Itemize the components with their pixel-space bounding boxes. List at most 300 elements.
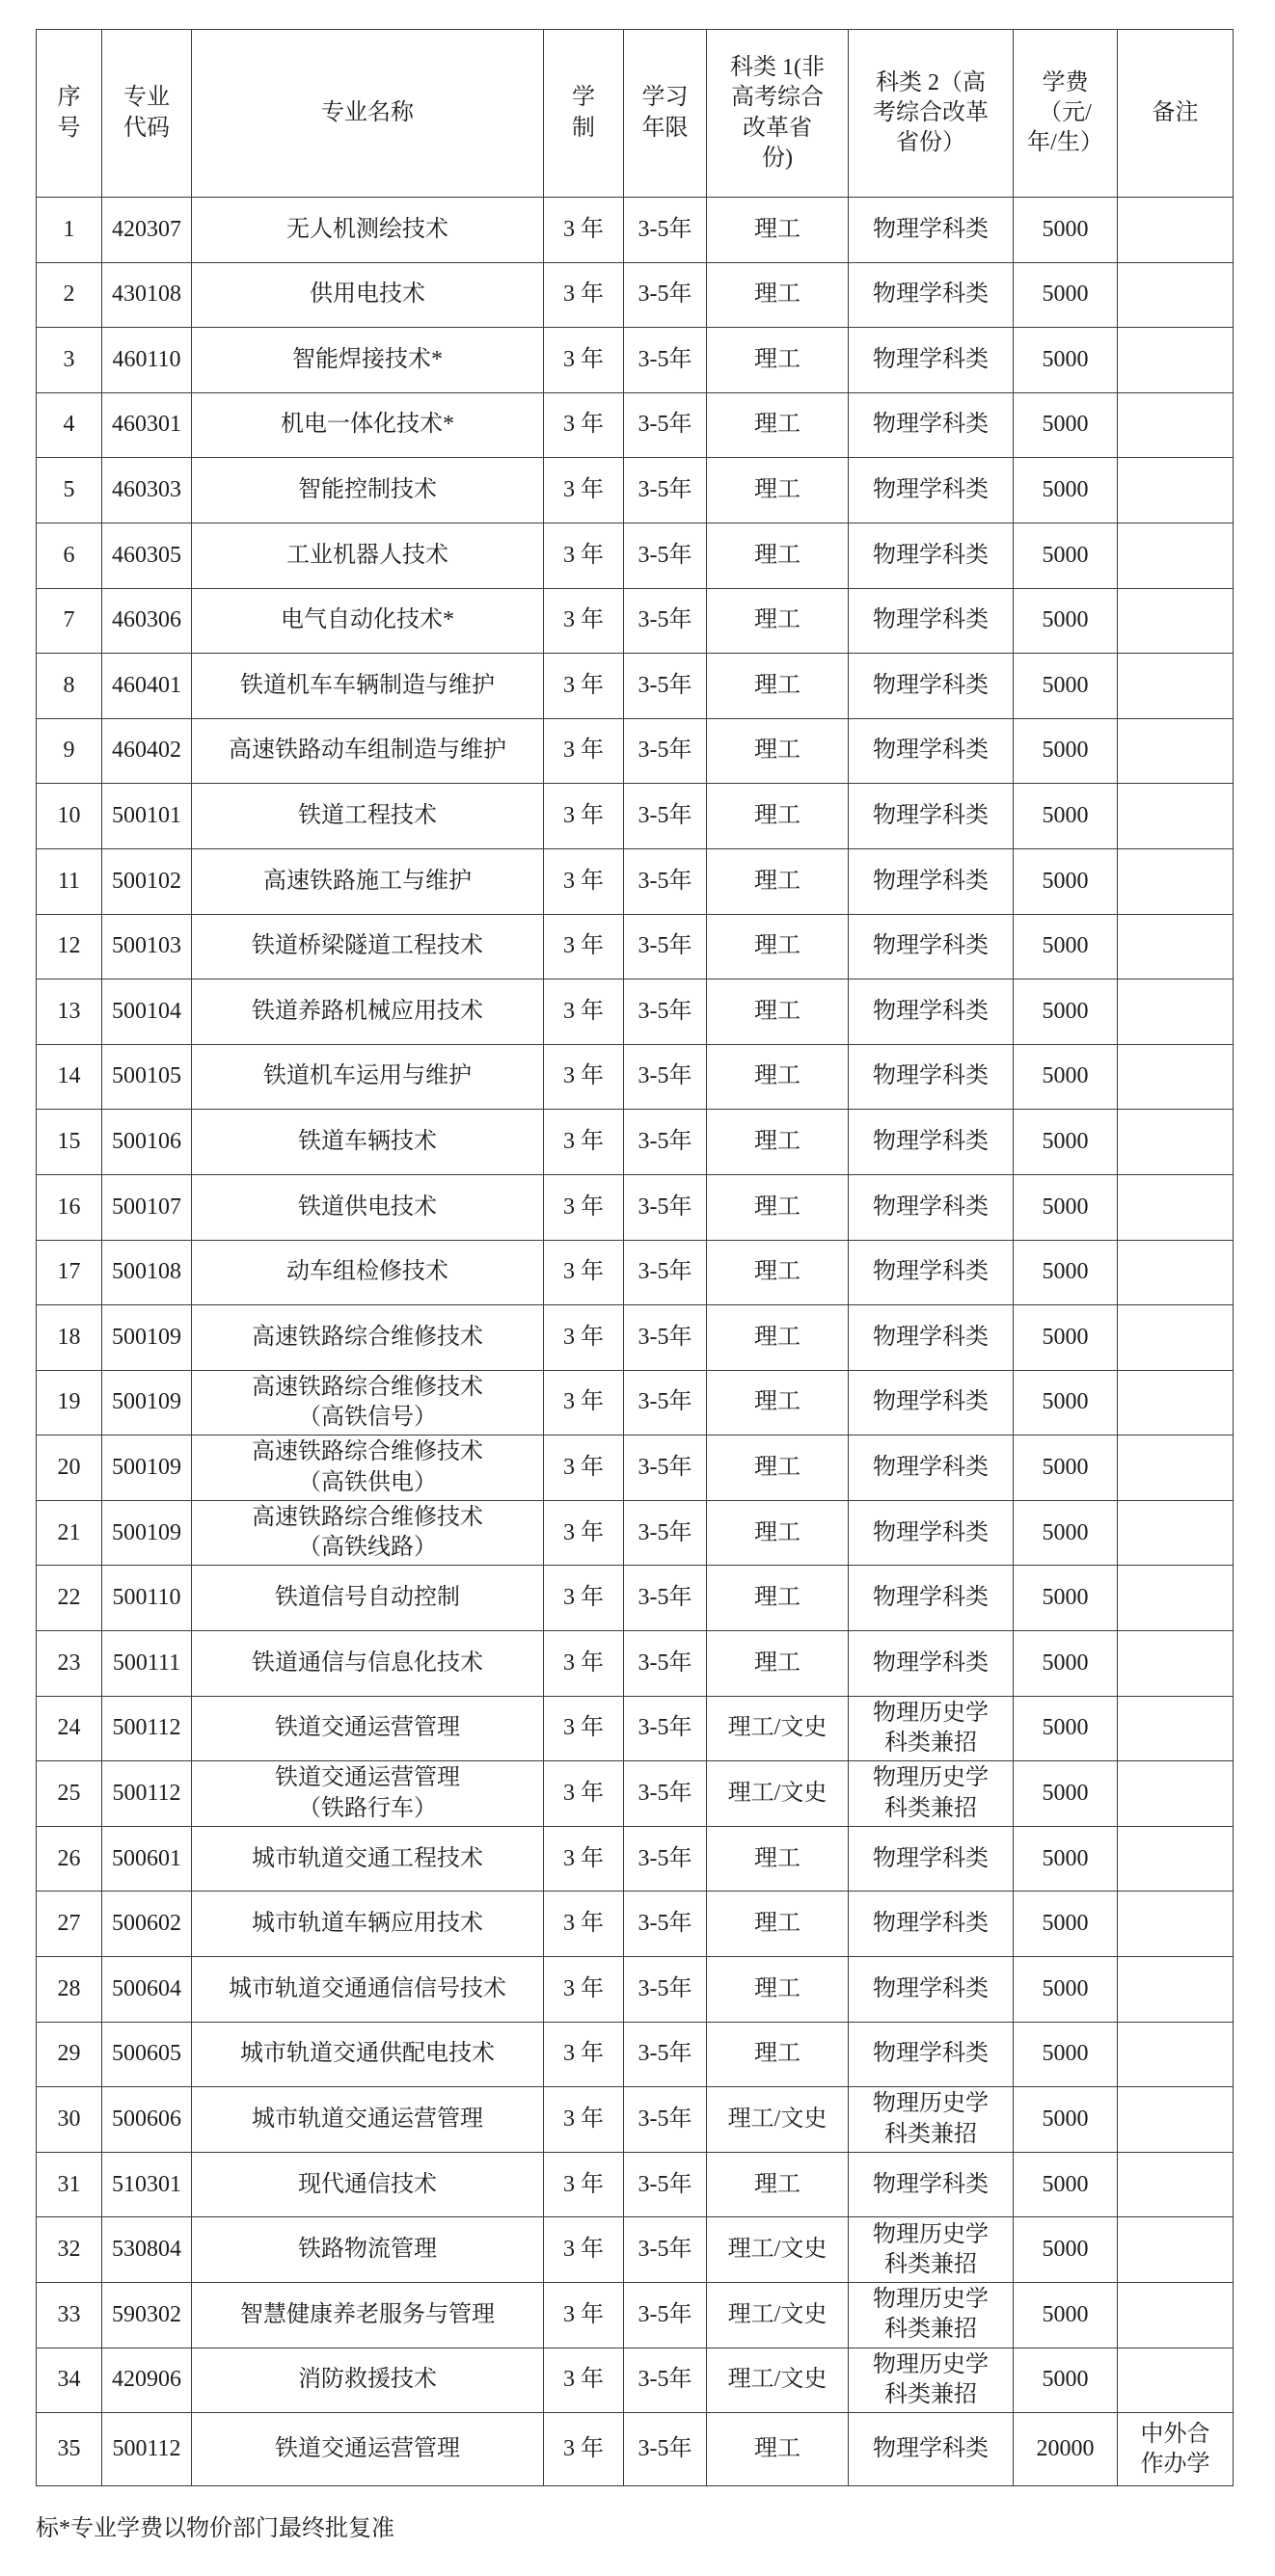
cell-remark bbox=[1118, 2022, 1234, 2087]
header-remark-label: 备注 bbox=[1152, 99, 1199, 125]
cell-category-2 bbox=[849, 1696, 1014, 1761]
cell-index bbox=[37, 262, 102, 328]
cell-study-years-text: 3-5年 bbox=[638, 1324, 692, 1350]
cell-category-1 bbox=[707, 1370, 849, 1436]
table-body bbox=[37, 198, 1234, 2486]
cell-category-1-text: 理工 bbox=[754, 1911, 800, 1937]
cell-tuition bbox=[1014, 1761, 1118, 1827]
cell-index bbox=[37, 2152, 102, 2217]
cell-category-1-text: 理工/文史 bbox=[727, 2301, 827, 2327]
cell-tuition-text: 5000 bbox=[1042, 803, 1089, 829]
cell-duration bbox=[544, 2348, 624, 2413]
cell-study-years bbox=[624, 392, 707, 458]
cell-category-2-text: 物理学科类 bbox=[873, 1845, 989, 1871]
cell-name-text: 城市轨道交通供配电技术 bbox=[240, 2041, 495, 2067]
cell-tuition bbox=[1014, 2283, 1118, 2348]
cell-remark bbox=[1118, 588, 1234, 654]
cell-code bbox=[102, 1305, 192, 1371]
cell-code-text: 500109 bbox=[112, 1519, 181, 1545]
table-row bbox=[37, 718, 1234, 784]
cell-code-text: 500103 bbox=[112, 933, 181, 959]
cell-study-years-text: 3-5年 bbox=[638, 2237, 692, 2263]
cell-category-1 bbox=[707, 1761, 849, 1827]
cell-remark bbox=[1118, 1892, 1234, 1957]
cell-category-2-text: 物理历史学科类兼招 bbox=[873, 2287, 989, 2343]
cell-category-1-text: 理工 bbox=[754, 346, 800, 372]
cell-code-text: 500606 bbox=[112, 2106, 181, 2132]
cell-tuition bbox=[1014, 1696, 1118, 1761]
cell-category-2-text: 物理历史学科类兼招 bbox=[873, 1700, 989, 1756]
cell-duration bbox=[544, 2283, 624, 2348]
cell-name bbox=[192, 328, 544, 393]
cell-category-1 bbox=[707, 979, 849, 1045]
cell-category-1 bbox=[707, 2087, 849, 2153]
cell-category-2 bbox=[849, 2022, 1014, 2087]
cell-duration-text: 3 年 bbox=[563, 1911, 604, 1937]
cell-remark bbox=[1118, 1436, 1234, 1501]
cell-category-1-text: 理工 bbox=[754, 2171, 800, 2197]
header-duration-label: 学制 bbox=[571, 85, 595, 141]
cell-tuition bbox=[1014, 1892, 1118, 1957]
cell-index-text: 26 bbox=[57, 1845, 81, 1871]
cell-category-2 bbox=[849, 2413, 1014, 2486]
cell-study-years-text: 3-5年 bbox=[638, 1845, 692, 1871]
cell-category-1 bbox=[707, 1631, 849, 1697]
cell-tuition-text: 5000 bbox=[1042, 607, 1089, 633]
cell-name-text: 电气自动化技术* bbox=[281, 607, 454, 633]
cell-remark bbox=[1118, 458, 1234, 523]
cell-index bbox=[37, 1110, 102, 1175]
cell-remark-text: 中外合作办学 bbox=[1140, 2421, 1210, 2477]
cell-study-years bbox=[624, 718, 707, 784]
table-row bbox=[37, 458, 1234, 523]
cell-name bbox=[192, 1110, 544, 1175]
cell-study-years bbox=[624, 262, 707, 328]
table-row bbox=[37, 2413, 1234, 2486]
cell-category-2 bbox=[849, 1110, 1014, 1175]
cell-study-years bbox=[624, 1370, 707, 1436]
cell-name-text: 铁道车辆技术 bbox=[298, 1129, 437, 1155]
table-row bbox=[37, 1761, 1234, 1827]
cell-study-years bbox=[624, 458, 707, 523]
cell-index-text: 2 bbox=[63, 282, 75, 308]
cell-name-text: 铁道机车运用与维护 bbox=[263, 1063, 472, 1089]
cell-name bbox=[192, 1826, 544, 1892]
cell-study-years-text: 3-5年 bbox=[638, 803, 692, 829]
cell-category-1 bbox=[707, 1566, 849, 1631]
cell-tuition bbox=[1014, 198, 1118, 263]
cell-index-text: 6 bbox=[63, 542, 75, 568]
cell-code-text: 500110 bbox=[112, 1585, 181, 1611]
cell-category-1-text: 理工 bbox=[754, 1063, 800, 1089]
cell-remark bbox=[1118, 1305, 1234, 1371]
cell-tuition bbox=[1014, 1436, 1118, 1501]
cell-code bbox=[102, 1696, 192, 1761]
cell-tuition-text: 5000 bbox=[1042, 672, 1089, 698]
header-category-2 bbox=[849, 30, 1014, 198]
cell-category-2 bbox=[849, 2283, 1014, 2348]
cell-category-1 bbox=[707, 914, 849, 979]
cell-index-text: 16 bbox=[57, 1194, 81, 1220]
cell-duration-text: 3 年 bbox=[563, 2367, 604, 2393]
cell-index bbox=[37, 1436, 102, 1501]
cell-duration-text: 3 年 bbox=[563, 2106, 604, 2132]
cell-study-years-text: 3-5年 bbox=[638, 672, 692, 698]
cell-tuition-text: 5000 bbox=[1042, 868, 1089, 894]
cell-category-1-text: 理工 bbox=[754, 282, 800, 308]
cell-duration-text: 3 年 bbox=[563, 607, 604, 633]
cell-duration bbox=[544, 979, 624, 1045]
cell-category-2-text: 物理历史学科类兼招 bbox=[873, 1765, 989, 1821]
cell-name bbox=[192, 2217, 544, 2283]
cell-code-text: 500101 bbox=[112, 803, 181, 829]
cell-category-2 bbox=[849, 979, 1014, 1045]
cell-study-years-text: 3-5年 bbox=[638, 542, 692, 568]
cell-code bbox=[102, 1631, 192, 1697]
cell-name-text: 现代通信技术 bbox=[298, 2171, 437, 2197]
cell-index-text: 22 bbox=[57, 1585, 81, 1611]
cell-index bbox=[37, 654, 102, 719]
cell-duration bbox=[544, 654, 624, 719]
cell-code bbox=[102, 2348, 192, 2413]
cell-category-1-text: 理工 bbox=[754, 933, 800, 959]
cell-category-1-text: 理工 bbox=[754, 2436, 800, 2462]
cell-tuition-text: 5000 bbox=[1042, 1194, 1089, 1220]
cell-category-2 bbox=[849, 1305, 1014, 1371]
cell-study-years bbox=[624, 1110, 707, 1175]
cell-category-1-text: 理工 bbox=[754, 998, 800, 1024]
table-row bbox=[37, 1696, 1234, 1761]
cell-name-text: 工业机器人技术 bbox=[286, 542, 448, 568]
cell-category-1-text: 理工 bbox=[754, 1194, 800, 1220]
cell-code bbox=[102, 1761, 192, 1827]
cell-category-2 bbox=[849, 588, 1014, 654]
cell-name-text: 铁路物流管理 bbox=[298, 2237, 437, 2263]
cell-study-years-text: 3-5年 bbox=[638, 1780, 692, 1806]
cell-remark bbox=[1118, 1957, 1234, 2023]
table-row bbox=[37, 2348, 1234, 2413]
cell-code-text: 500604 bbox=[112, 1975, 181, 2001]
cell-name bbox=[192, 654, 544, 719]
cell-category-1-text: 理工 bbox=[754, 803, 800, 829]
cell-study-years-text: 3-5年 bbox=[638, 1715, 692, 1741]
cell-category-1 bbox=[707, 2283, 849, 2348]
cell-remark bbox=[1118, 2217, 1234, 2283]
cell-duration bbox=[544, 1631, 624, 1697]
cell-duration bbox=[544, 1761, 624, 1827]
cell-name-text: 智慧健康养老服务与管理 bbox=[240, 2301, 495, 2327]
cell-name-text: 城市轨道车辆应用技术 bbox=[252, 1911, 483, 1937]
cell-index bbox=[37, 1892, 102, 1957]
cell-duration-text: 3 年 bbox=[563, 1194, 604, 1220]
cell-study-years-text: 3-5年 bbox=[638, 1194, 692, 1220]
cell-duration bbox=[544, 914, 624, 979]
table-row bbox=[37, 1240, 1234, 1305]
cell-tuition-text: 5000 bbox=[1042, 1911, 1089, 1937]
cell-category-1-text: 理工/文史 bbox=[727, 2106, 827, 2132]
cell-category-2 bbox=[849, 2152, 1014, 2217]
cell-code bbox=[102, 2152, 192, 2217]
cell-duration bbox=[544, 1174, 624, 1240]
cell-index-text: 15 bbox=[57, 1129, 81, 1155]
cell-index-text: 35 bbox=[57, 2436, 81, 2462]
cell-study-years-text: 3-5年 bbox=[638, 1975, 692, 2001]
cell-index-text: 7 bbox=[63, 607, 75, 633]
cell-name-line: 高速铁路综合维修技术 bbox=[252, 1504, 483, 1530]
cell-code-text: 500107 bbox=[112, 1194, 181, 1220]
cell-duration-text: 3 年 bbox=[563, 1585, 604, 1611]
table-row bbox=[37, 1566, 1234, 1631]
cell-duration bbox=[544, 458, 624, 523]
cell-duration-text: 3 年 bbox=[563, 2301, 604, 2327]
cell-duration-text: 3 年 bbox=[563, 1454, 604, 1480]
cell-duration bbox=[544, 262, 624, 328]
cell-duration-text: 3 年 bbox=[563, 1519, 604, 1545]
cell-tuition bbox=[1014, 2413, 1118, 2486]
cell-name-text: 高速铁路综合维修技术 bbox=[252, 1324, 483, 1350]
cell-category-2-text: 物理学科类 bbox=[873, 607, 989, 633]
cell-study-years bbox=[624, 2087, 707, 2153]
cell-tuition bbox=[1014, 718, 1118, 784]
cell-tuition bbox=[1014, 1305, 1118, 1371]
cell-index bbox=[37, 2413, 102, 2486]
cell-duration-text: 3 年 bbox=[563, 1845, 604, 1871]
cell-index bbox=[37, 1566, 102, 1631]
cell-duration bbox=[544, 2413, 624, 2486]
cell-category-2 bbox=[849, 1566, 1014, 1631]
cell-tuition-text: 5000 bbox=[1042, 542, 1089, 568]
cell-code-text: 500605 bbox=[112, 2041, 181, 2067]
cell-name-text: 铁道通信与信息化技术 bbox=[252, 1650, 483, 1676]
cell-category-1-text: 理工 bbox=[754, 1975, 800, 2001]
cell-study-years bbox=[624, 1892, 707, 1957]
cell-duration-text: 3 年 bbox=[563, 2171, 604, 2197]
table-row bbox=[37, 2022, 1234, 2087]
cell-category-2-text: 物理历史学科类兼招 bbox=[873, 2351, 989, 2407]
cell-study-years bbox=[624, 2283, 707, 2348]
cell-code bbox=[102, 2413, 192, 2486]
header-tuition bbox=[1014, 30, 1118, 198]
cell-duration-text: 3 年 bbox=[563, 868, 604, 894]
cell-code-text: 590302 bbox=[112, 2301, 181, 2327]
cell-category-2-text: 物理学科类 bbox=[873, 1519, 989, 1545]
cell-code bbox=[102, 1566, 192, 1631]
cell-category-1 bbox=[707, 392, 849, 458]
cell-name-text: 高速铁路动车组制造与维护 bbox=[229, 738, 506, 764]
cell-code bbox=[102, 523, 192, 588]
cell-category-2-text: 物理历史学科类兼招 bbox=[873, 2091, 989, 2147]
cell-category-1-text: 理工 bbox=[754, 2041, 800, 2067]
cell-index bbox=[37, 392, 102, 458]
cell-duration bbox=[544, 1892, 624, 1957]
cell-index-text: 32 bbox=[57, 2237, 81, 2263]
cell-code-text: 460402 bbox=[112, 738, 181, 764]
cell-index bbox=[37, 1631, 102, 1697]
cell-index bbox=[37, 1761, 102, 1827]
cell-tuition-text: 5000 bbox=[1042, 412, 1089, 438]
cell-category-1-text: 理工 bbox=[754, 477, 800, 503]
cell-tuition bbox=[1014, 1566, 1118, 1631]
cell-code-text: 500601 bbox=[112, 1845, 181, 1871]
cell-study-years-text: 3-5年 bbox=[638, 1911, 692, 1937]
cell-category-1 bbox=[707, 1892, 849, 1957]
cell-category-1 bbox=[707, 523, 849, 588]
cell-tuition-text: 5000 bbox=[1042, 2367, 1089, 2393]
cell-remark bbox=[1118, 718, 1234, 784]
cell-name-line: （高铁线路） bbox=[298, 1535, 437, 1561]
cell-duration bbox=[544, 718, 624, 784]
cell-category-2-text: 物理学科类 bbox=[873, 542, 989, 568]
cell-name-text: 城市轨道交通运营管理 bbox=[252, 2106, 483, 2132]
cell-duration-text: 3 年 bbox=[563, 1975, 604, 2001]
cell-study-years-text: 3-5年 bbox=[638, 1063, 692, 1089]
cell-category-1 bbox=[707, 328, 849, 393]
cell-index bbox=[37, 2348, 102, 2413]
cell-study-years bbox=[624, 654, 707, 719]
cell-study-years bbox=[624, 784, 707, 849]
header-tuition-label: 学费（元/年/生） bbox=[1027, 69, 1103, 156]
cell-category-2-text: 物理学科类 bbox=[873, 998, 989, 1024]
cell-study-years-text: 3-5年 bbox=[638, 2436, 692, 2462]
cell-index-text: 3 bbox=[63, 346, 75, 372]
header-remark bbox=[1118, 30, 1234, 198]
cell-duration-text: 3 年 bbox=[563, 1063, 604, 1089]
cell-category-1-text: 理工 bbox=[754, 868, 800, 894]
cell-study-years bbox=[624, 914, 707, 979]
cell-study-years-text: 3-5年 bbox=[638, 2301, 692, 2327]
cell-category-1 bbox=[707, 784, 849, 849]
cell-index-text: 19 bbox=[57, 1389, 81, 1415]
cell-code bbox=[102, 2022, 192, 2087]
cell-index bbox=[37, 914, 102, 979]
table-row bbox=[37, 1892, 1234, 1957]
cell-index-text: 33 bbox=[57, 2301, 81, 2327]
cell-duration bbox=[544, 1240, 624, 1305]
cell-category-2 bbox=[849, 1044, 1014, 1110]
cell-index-text: 18 bbox=[57, 1324, 81, 1350]
cell-category-1-text: 理工 bbox=[754, 1259, 800, 1285]
cell-index-text: 11 bbox=[57, 868, 81, 894]
table-row bbox=[37, 523, 1234, 588]
cell-code-text: 430108 bbox=[112, 282, 181, 308]
cell-tuition bbox=[1014, 784, 1118, 849]
cell-category-2-text: 物理学科类 bbox=[873, 738, 989, 764]
cell-duration bbox=[544, 1370, 624, 1436]
cell-category-1 bbox=[707, 1826, 849, 1892]
cell-remark bbox=[1118, 1174, 1234, 1240]
cell-duration-text: 3 年 bbox=[563, 216, 604, 242]
cell-category-1 bbox=[707, 848, 849, 914]
cell-remark bbox=[1118, 1110, 1234, 1175]
table-row bbox=[37, 262, 1234, 328]
table-row bbox=[37, 914, 1234, 979]
cell-name bbox=[192, 2087, 544, 2153]
cell-category-2-text: 物理学科类 bbox=[873, 868, 989, 894]
cell-index-text: 12 bbox=[57, 933, 81, 959]
cell-code-text: 500109 bbox=[112, 1324, 181, 1350]
cell-index-text: 5 bbox=[63, 477, 75, 503]
cell-tuition bbox=[1014, 2152, 1118, 2217]
cell-name bbox=[192, 523, 544, 588]
cell-name-text: 供用电技术 bbox=[310, 282, 425, 308]
cell-tuition-text: 5000 bbox=[1042, 282, 1089, 308]
cell-tuition bbox=[1014, 523, 1118, 588]
cell-remark bbox=[1118, 328, 1234, 393]
cell-name-line: 高速铁路综合维修技术 bbox=[252, 1439, 483, 1465]
cell-code bbox=[102, 1500, 192, 1566]
cell-category-1 bbox=[707, 718, 849, 784]
cell-category-1 bbox=[707, 1240, 849, 1305]
cell-tuition bbox=[1014, 588, 1118, 654]
header-study-years-label: 学习年限 bbox=[641, 85, 689, 141]
cell-tuition-text: 5000 bbox=[1042, 346, 1089, 372]
cell-remark bbox=[1118, 1826, 1234, 1892]
cell-code bbox=[102, 718, 192, 784]
footnote: 标*专业学费以物价部门最终批复准 bbox=[36, 2516, 394, 2541]
cell-study-years bbox=[624, 2022, 707, 2087]
cell-category-2-text: 物理学科类 bbox=[873, 1063, 989, 1089]
cell-duration bbox=[544, 1566, 624, 1631]
cell-remark bbox=[1118, 2283, 1234, 2348]
table-row bbox=[37, 328, 1234, 393]
cell-code-text: 530804 bbox=[112, 2237, 181, 2263]
cell-code bbox=[102, 848, 192, 914]
cell-index bbox=[37, 784, 102, 849]
header-code bbox=[102, 30, 192, 198]
cell-category-1-text: 理工 bbox=[754, 1324, 800, 1350]
cell-category-1 bbox=[707, 654, 849, 719]
cell-tuition bbox=[1014, 1631, 1118, 1697]
cell-remark bbox=[1118, 1566, 1234, 1631]
cell-study-years-text: 3-5年 bbox=[638, 282, 692, 308]
cell-category-2-text: 物理学科类 bbox=[873, 2171, 989, 2197]
cell-duration bbox=[544, 1110, 624, 1175]
cell-name-text: 智能控制技术 bbox=[298, 477, 437, 503]
cell-name-text: 高速铁路施工与维护 bbox=[263, 868, 472, 894]
cell-category-1-text: 理工 bbox=[754, 1845, 800, 1871]
cell-code bbox=[102, 1892, 192, 1957]
cell-tuition-text: 5000 bbox=[1042, 1259, 1089, 1285]
cell-tuition bbox=[1014, 1174, 1118, 1240]
cell-study-years-text: 3-5年 bbox=[638, 2171, 692, 2197]
cell-index bbox=[37, 1305, 102, 1371]
cell-study-years bbox=[624, 1696, 707, 1761]
cell-category-1 bbox=[707, 2022, 849, 2087]
cell-code bbox=[102, 979, 192, 1045]
cell-duration-text: 3 年 bbox=[563, 1259, 604, 1285]
cell-index-text: 24 bbox=[57, 1715, 81, 1741]
cell-name-line: 高速铁路综合维修技术 bbox=[252, 1374, 483, 1400]
cell-category-1 bbox=[707, 458, 849, 523]
cell-name-text: 铁道机车车辆制造与维护 bbox=[240, 672, 495, 698]
cell-name bbox=[192, 1892, 544, 1957]
cell-category-2 bbox=[849, 392, 1014, 458]
cell-code bbox=[102, 654, 192, 719]
cell-study-years bbox=[624, 1240, 707, 1305]
cell-category-1 bbox=[707, 1696, 849, 1761]
cell-name bbox=[192, 1044, 544, 1110]
cell-tuition-text: 5000 bbox=[1042, 998, 1089, 1024]
majors-table bbox=[36, 29, 1234, 2486]
cell-code-text: 500106 bbox=[112, 1129, 181, 1155]
cell-duration-text: 3 年 bbox=[563, 998, 604, 1024]
cell-study-years-text: 3-5年 bbox=[638, 1389, 692, 1415]
cell-name-text: 铁道交通运营管理 bbox=[275, 2436, 460, 2462]
cell-code-text: 460303 bbox=[112, 477, 181, 503]
cell-study-years bbox=[624, 1305, 707, 1371]
cell-category-2 bbox=[849, 523, 1014, 588]
cell-code bbox=[102, 1174, 192, 1240]
